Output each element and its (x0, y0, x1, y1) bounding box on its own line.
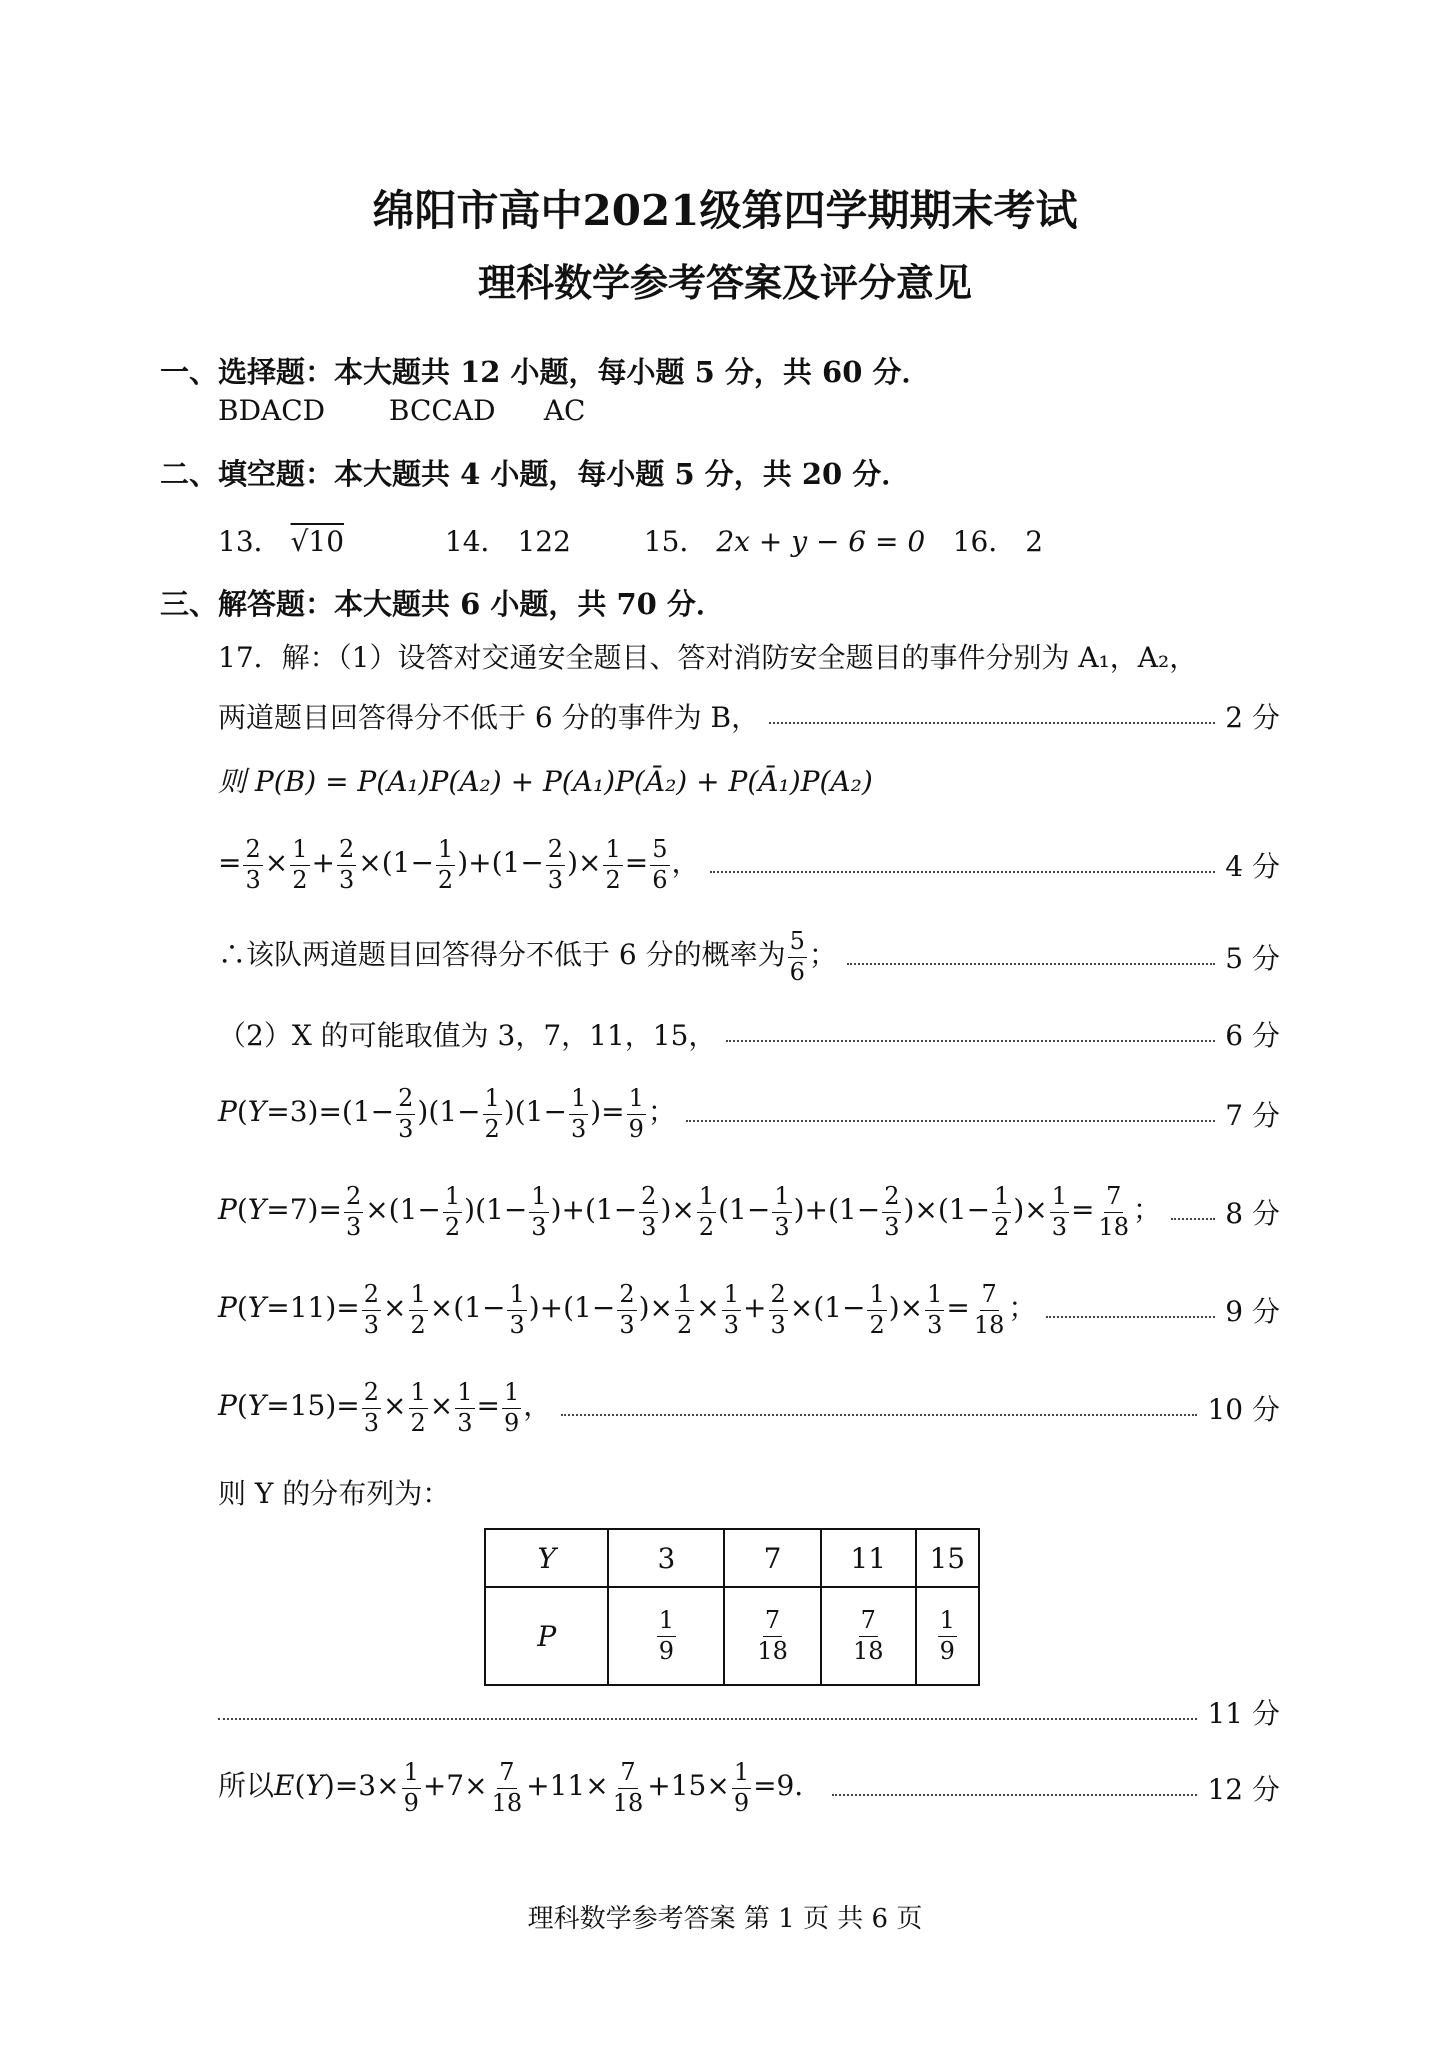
choice-answer-group: BDACD (218, 394, 326, 427)
part2-text: （2）X 的可能取值为 3，7，11，15， (218, 1019, 717, 1052)
prob-numerator: 7 (763, 1608, 782, 1636)
score-mark: 8 分 (1225, 1197, 1280, 1230)
choice-answer-group: AC (543, 394, 586, 427)
table-cell (608, 1587, 724, 1685)
fill-answer (644, 520, 944, 560)
page-footer: 理科数学参考答案 第 1 页 共 6 页 (527, 1904, 923, 1934)
q17-intro: 17．解：（1）设答对交通安全题目、答对消防安全题目的事件分别为 A₁，A₂， (218, 641, 1198, 674)
solve-heading: 三、解答题：本大题共 6 小题，共 70 分． (160, 587, 725, 621)
expectation-prefix: 所以 (218, 1769, 275, 1803)
prob-numerator: 1 (938, 1608, 957, 1636)
py7-expression: P(Y=7)= $\frac{2}{3}$ ×(1− $\frac{1}{2}$ )(1− $\frac{1}{3}$ )+(1− $\frac{2}{3}$ )× $\frac{1}{2}$ (1− $\frac{1}{3}$ )+(1− $\frac{2}{3}$ )×(1− $\frac{1}{2}$ )× $\frac{1}{3}$ = $\frac{7}{18}$ ； (218, 1182, 1162, 1241)
distribution-table (484, 1528, 980, 1686)
dist-intro: 则 Y 的分布列为： (218, 1477, 451, 1510)
score-mark: 6 分 (1225, 1019, 1280, 1052)
prob-numerator: 1 (657, 1608, 676, 1636)
table-row-label: Y (485, 1529, 608, 1587)
dot-leader (769, 721, 1215, 724)
q17-line-conclusion (218, 922, 1280, 992)
table-cell: 15 (916, 1529, 979, 1587)
fill-answer-num: 16． (952, 525, 1017, 558)
prob-numerator: 7 (859, 1608, 878, 1636)
dot-leader (218, 1717, 1197, 1720)
choice-answer-group: BCCAD (388, 394, 496, 427)
q17-line-event (218, 694, 1280, 738)
fill-answer (445, 520, 635, 560)
prob-denominator: 18 (852, 1636, 884, 1665)
score-mark: 11 分 (1207, 1697, 1280, 1730)
table-cell (821, 1587, 916, 1685)
choice-answers (218, 394, 585, 427)
py11-expression: P(Y=11)= $\frac{2}{3}$ × $\frac{1}{2}$ ×(1− $\frac{1}{3}$ )+(1− $\frac{2}{3}$ )× $\frac{1}{2}$ × $\frac{1}{3}$ + $\frac{2}{3}$ ×(1− $\frac{1}{2}$ )× $\frac{1}{3}$ = $\frac{7}{18}$ ； (218, 1280, 1037, 1339)
py3-expression: P(Y=3)=(1− $\frac{2}{3}$ )(1− $\frac{1}{2}$ )(1− $\frac{1}{3}$ )= $\frac{1}{9}$ ； (218, 1084, 676, 1143)
dot-leader (726, 1039, 1215, 1042)
table-cell (916, 1587, 979, 1685)
fill-answer-num: 13． (218, 525, 282, 558)
table-row (485, 1529, 979, 1587)
conclusion-label: ∴该队两道题目回答得分不低于 6 分的概率为 (218, 938, 786, 972)
page-title: 绵阳市高中2021级第四学期期末考试 (372, 186, 1078, 235)
dot-leader (1171, 1217, 1215, 1220)
q17-line-part2 (218, 1012, 1280, 1056)
fill-answer-value: √10 (290, 525, 345, 558)
q17-line-py15 (218, 1372, 1280, 1444)
fill-answer-num: 14． (444, 525, 509, 558)
dot-leader (1046, 1315, 1215, 1318)
score-mark: 9 分 (1225, 1295, 1280, 1328)
table-cell: 7 (724, 1529, 821, 1587)
table-row (485, 1587, 979, 1685)
table-cell: 11 (821, 1529, 916, 1587)
q17-formula-pb: 则 P(B) = P(A₁)P(A₂) + P(A₁)P(Ā₂) + P(Ā₁)P(A₂) (218, 765, 873, 798)
score-mark: 4 分 (1225, 850, 1280, 883)
score-mark: 2 分 (1225, 701, 1280, 734)
calc-expression: = $\frac{2}{3}$ × $\frac{1}{2}$ + $\frac{2}{3}$ ×(1− $\frac{1}{2}$ )+(1− $\frac{2}{3}$ )× $\frac{1}{2}$ = $\frac{5}{6}$ ， (218, 835, 700, 894)
dot-leader (710, 870, 1216, 873)
dot-leader (832, 1793, 1197, 1796)
fill-answer-value: 122 (517, 525, 571, 558)
q17-line-py3 (218, 1078, 1280, 1150)
q17-line-table-mark (218, 1690, 1280, 1734)
prob-denominator: 9 (658, 1636, 674, 1665)
fill-answer-value: 2 (1025, 525, 1044, 558)
fill-answer-num: 15． (643, 525, 708, 558)
fill-answer (953, 520, 1043, 560)
table-cell (724, 1587, 821, 1685)
q17-line-py7 (218, 1176, 1280, 1248)
fill-answer (218, 520, 436, 560)
dot-leader (847, 962, 1215, 965)
q17-line-calc (218, 830, 1280, 900)
conclusion-text: ∴该队两道题目回答得分不低于 6 分的概率为 $\frac{5}{6}$ ； (218, 927, 837, 986)
dot-leader (561, 1413, 1197, 1416)
table-cell: 3 (608, 1529, 724, 1587)
dot-leader (686, 1119, 1215, 1122)
q17-line-py11 (218, 1274, 1280, 1346)
q17-event-text: 两道题目回答得分不低于 6 分的事件为 B， (218, 701, 760, 734)
choice-heading: 一、选择题：本大题共 12 小题，每小题 5 分，共 60 分． (160, 355, 931, 389)
score-mark: 5 分 (1225, 942, 1280, 975)
fill-heading: 二、填空题：本大题共 4 小题，每小题 5 分，共 20 分． (160, 457, 911, 491)
expectation-expression: 所以E(Y)=3× $\frac{1}{9}$ +7× $\frac{7}{18}$ +11× $\frac{7}{18}$ +15× $\frac{1}{9}$ =9． (218, 1758, 823, 1817)
score-mark: 12 分 (1207, 1773, 1280, 1806)
page-subtitle: 理科数学参考答案及评分意见 (477, 260, 972, 305)
fill-answer-value: 2x + y − 6 = 0 (716, 525, 926, 558)
fill-answers (218, 520, 1043, 560)
q17-line-expectation (218, 1752, 1280, 1824)
prob-denominator: 9 (939, 1636, 955, 1665)
prob-denominator: 18 (757, 1636, 788, 1665)
py15-expression: P(Y=15)= $\frac{2}{3}$ × $\frac{1}{2}$ × $\frac{1}{3}$ = $\frac{1}{9}$ ， (218, 1378, 552, 1437)
score-mark: 7 分 (1225, 1099, 1280, 1132)
score-mark: 10 分 (1207, 1393, 1280, 1426)
table-row-label: P (485, 1587, 608, 1685)
